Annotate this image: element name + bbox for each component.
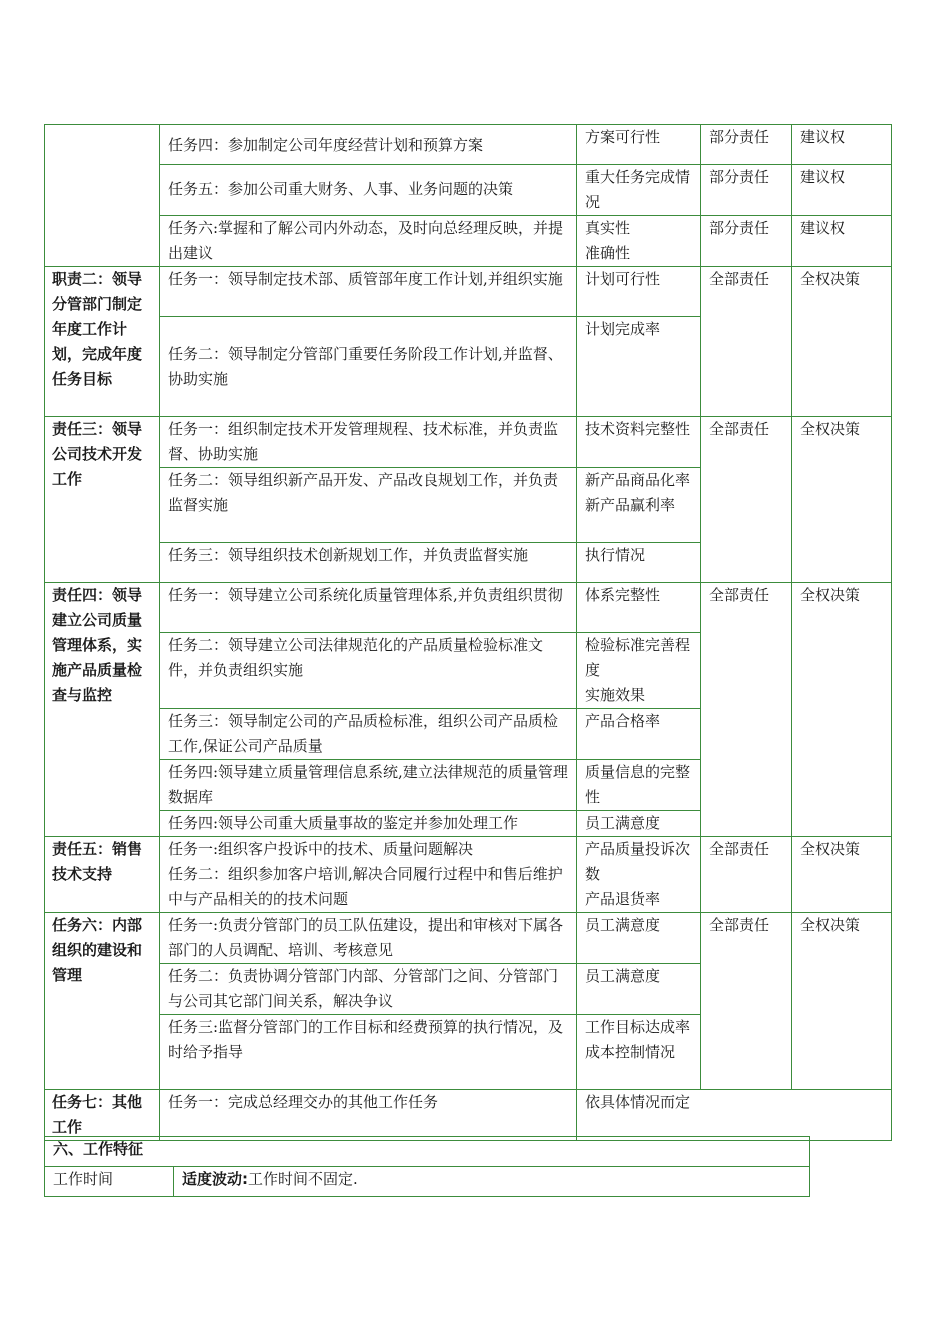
standard-cell: 检验标准完善程度 实施效果 <box>577 633 701 709</box>
task-cell: 任务一:组织客户投诉中的技术、质量问题解决 <box>160 837 577 863</box>
table-row <box>45 913 892 964</box>
task-cell: 任务二：领导组织新产品开发、产品改良规划工作，并负责监督实施 <box>160 468 577 543</box>
standard-cell: 重大任务完成情况 <box>577 165 701 216</box>
standard-cell: 技术资料完整性 <box>577 417 701 468</box>
section-heading: 六、工作特征 <box>45 1137 810 1167</box>
authority-cell: 全权决策 <box>792 583 892 837</box>
task-cell: 任务三:监督分管部门的工作目标和经费预算的执行情况，及时给予指导 <box>160 1015 577 1090</box>
standard-cell: 员工满意度 <box>577 811 701 837</box>
task-cell: 任务二：组织参加客户培训,解决合同履行过程中和售后维护中与产品相关的的技术问题 <box>160 862 577 913</box>
standard-cell: 员工满意度 <box>577 964 701 1015</box>
authority-cell: 建议权 <box>792 216 892 267</box>
duty-title: 责任五：销售技术支持 <box>45 837 160 913</box>
feature-value-bold: 适度波动: <box>182 1170 248 1188</box>
standard-cell: 执行情况 <box>577 543 701 583</box>
task-cell: 任务四:领导公司重大质量事故的鉴定并参加处理工作 <box>160 811 577 837</box>
task-cell: 任务四:领导建立质量管理信息系统,建立法律规范的质量管理数据库 <box>160 760 577 811</box>
duty-title: 责任三：领导公司技术开发工作 <box>45 417 160 583</box>
duty-title: 职责二：领导分管部门制定年度工作计划，完成年度任务目标 <box>45 267 160 417</box>
feature-value <box>174 1167 810 1197</box>
responsibility-cell: 部分责任 <box>701 165 792 216</box>
responsibility-cell: 全部责任 <box>701 583 792 837</box>
standard-cell: 方案可行性 <box>577 125 701 165</box>
authority-cell: 全权决策 <box>792 267 892 417</box>
authority-cell: 全权决策 <box>792 913 892 1090</box>
responsibility-cell: 部分责任 <box>701 125 792 165</box>
duty-title: 责任四：领导建立公司质量管理体系，实施产品质量检查与监控 <box>45 583 160 837</box>
task-cell: 任务四：参加制定公司年度经营计划和预算方案 <box>160 125 577 165</box>
table-row <box>45 1137 810 1167</box>
table-row <box>45 267 892 317</box>
standard-cell: 质量信息的完整性 <box>577 760 701 811</box>
standard-cell: 产品合格率 <box>577 709 701 760</box>
responsibility-cell: 全部责任 <box>701 837 792 913</box>
task-cell: 任务一:负责分管部门的员工队伍建设，提出和审核对下属各部门的人员调配、培训、考核意见 <box>160 913 577 964</box>
task-cell: 任务三：领导制定公司的产品质检标准，组织公司产品质检工作,保证公司产品质量 <box>160 709 577 760</box>
table-row <box>45 417 892 468</box>
responsibility-cell: 部分责任 <box>701 216 792 267</box>
task-cell: 任务二：领导制定分管部门重要任务阶段工作计划,并监督、协助实施 <box>160 317 577 417</box>
duty-title: 任务六：内部组织的建设和管理 <box>45 913 160 1090</box>
standard-cell: 依具体情况而定 <box>577 1090 892 1141</box>
responsibility-table <box>44 124 892 1141</box>
table-row <box>45 1167 810 1197</box>
authority-cell: 全权决策 <box>792 417 892 583</box>
task-cell: 任务二：领导建立公司法律规范化的产品质量检验标准文件，并负责组织实施 <box>160 633 577 709</box>
duty-cell-empty <box>45 125 160 267</box>
task-cell: 任务一：领导制定技术部、质管部年度工作计划,并组织实施 <box>160 267 577 317</box>
standard-cell: 产品质量投诉次数 产品退货率 <box>577 837 701 913</box>
authority-cell: 全权决策 <box>792 837 892 913</box>
responsibility-cell: 全部责任 <box>701 913 792 1090</box>
table-row <box>45 125 892 165</box>
table-row <box>45 216 892 267</box>
table-row <box>45 165 892 216</box>
table-row <box>45 583 892 633</box>
duty-title: 任务七：其他工作 <box>45 1090 160 1141</box>
task-cell: 任务二：负责协调分管部门内部、分管部门之间、分管部门与公司其它部门间关系，解决争议 <box>160 964 577 1015</box>
standard-cell: 员工满意度 <box>577 913 701 964</box>
task-cell: 任务一：领导建立公司系统化质量管理体系,并负责组织贯彻 <box>160 583 577 633</box>
task-cell: 任务一：完成总经理交办的其他工作任务 <box>160 1090 577 1141</box>
task-cell: 任务一：组织制定技术开发管理规程、技术标准，并负责监督、协助实施 <box>160 417 577 468</box>
standard-cell: 计划完成率 <box>577 317 701 417</box>
authority-cell: 建议权 <box>792 125 892 165</box>
feature-value-text: 工作时间不固定. <box>248 1170 358 1188</box>
work-features-table <box>44 1136 810 1197</box>
table-row <box>45 1090 892 1141</box>
responsibility-cell: 全部责任 <box>701 417 792 583</box>
standard-cell: 计划可行性 <box>577 267 701 317</box>
responsibility-cell: 全部责任 <box>701 267 792 417</box>
task-cell: 任务五：参加公司重大财务、人事、业务问题的决策 <box>160 165 577 216</box>
authority-cell: 建议权 <box>792 165 892 216</box>
feature-label: 工作时间 <box>45 1167 174 1197</box>
standard-cell: 工作目标达成率 成本控制情况 <box>577 1015 701 1090</box>
table-row <box>45 837 892 863</box>
standard-cell: 体系完整性 <box>577 583 701 633</box>
standard-cell: 真实性 准确性 <box>577 216 701 267</box>
task-cell: 任务六:掌握和了解公司内外动态，及时向总经理反映，并提出建议 <box>160 216 577 267</box>
standard-cell: 新产品商品化率 新产品赢利率 <box>577 468 701 543</box>
task-cell: 任务三：领导组织技术创新规划工作，并负责监督实施 <box>160 543 577 583</box>
